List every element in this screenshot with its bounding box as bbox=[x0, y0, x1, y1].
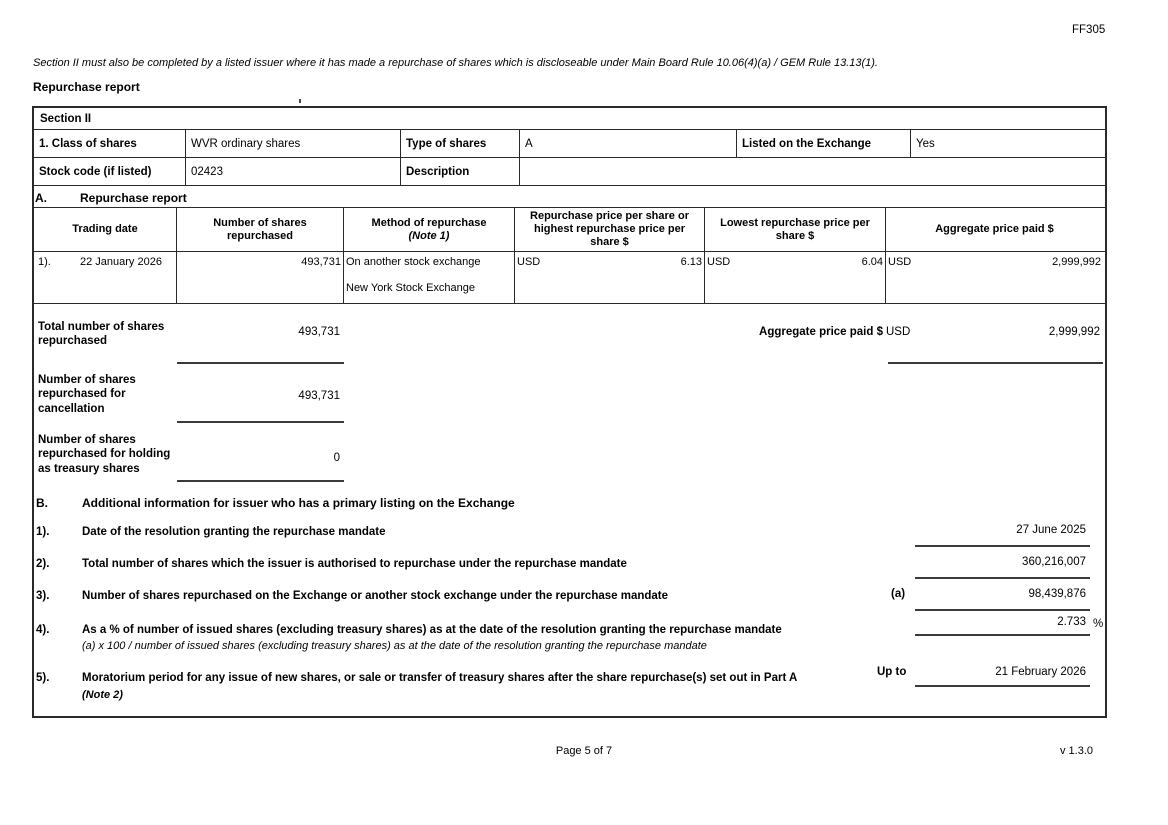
aggregate-paid-row bbox=[591, 326, 1100, 338]
trading-date-cell bbox=[34, 252, 177, 303]
repurchase-report-table bbox=[32, 106, 1107, 718]
aggregate-paid-label: Aggregate price paid $ bbox=[759, 326, 883, 338]
part-b-heading: Additional information for issuer who has a primary listing on the Exchange bbox=[82, 496, 515, 510]
part-a-heading: Repurchase report bbox=[80, 191, 187, 205]
class-of-shares-label: 1. Class of shares bbox=[34, 130, 186, 157]
item5-note: (Note 2) bbox=[82, 689, 123, 701]
aggregate-currency: USD bbox=[888, 256, 912, 268]
item3-text: Number of shares repurchased on the Exchange or another stock exchange under the repurchase mandate bbox=[82, 590, 669, 602]
total-shares-value: 493,731 bbox=[298, 326, 340, 338]
description-value bbox=[520, 158, 1103, 185]
item3-underline bbox=[915, 609, 1090, 611]
item1-number: 1). bbox=[36, 526, 50, 538]
item3-a-marker: (a) bbox=[891, 588, 906, 600]
low-price-currency: USD bbox=[707, 256, 731, 268]
high-price-currency: USD bbox=[517, 256, 541, 268]
item2-value: 360,216,007 bbox=[1022, 556, 1086, 568]
type-of-shares-label: Type of shares bbox=[401, 130, 520, 157]
item2-number: 2). bbox=[36, 558, 50, 570]
item1-underline bbox=[915, 545, 1090, 547]
cancellation-underline bbox=[177, 421, 344, 423]
part-b-letter: B. bbox=[36, 496, 48, 510]
item4-value: 2.733 bbox=[1057, 616, 1086, 628]
shares-repurchased-cell: 493,731 bbox=[177, 252, 344, 303]
col-price-high: Repurchase price per share or highest repurchase price per share $ bbox=[515, 208, 705, 251]
repurchase-table-header bbox=[34, 207, 1105, 252]
method-line1: On another stock exchange bbox=[346, 256, 481, 268]
listed-on-exchange-label: Listed on the Exchange bbox=[737, 130, 911, 157]
treasury-label: Number of shares repurchased for holding as treasury shares bbox=[38, 434, 171, 475]
item5-number: 5). bbox=[36, 672, 50, 684]
method-cell bbox=[344, 252, 515, 303]
aggregate-paid-value: 2,999,992 bbox=[1048, 326, 1100, 338]
stock-code-row bbox=[34, 158, 1105, 186]
total-shares-label: Total number of shares repurchased bbox=[38, 321, 165, 348]
class-of-shares-row bbox=[34, 130, 1105, 158]
item2-text: Total number of shares which the issuer is authorised to repurchase under the repurchase mandate bbox=[82, 558, 627, 570]
intro-note: Section II must also be completed by a listed issuer where it has made a repurchase of shares which is discloseable under Main Board Rule 10.06(4)(a) / GEM Rule 13.13(1). bbox=[33, 57, 878, 69]
low-price-value: 6.04 bbox=[861, 256, 883, 268]
class-of-shares-value: WVR ordinary shares bbox=[186, 130, 401, 157]
page-title: Repurchase report bbox=[33, 80, 140, 94]
item1-text: Date of the resolution granting the repurchase mandate bbox=[82, 526, 386, 538]
item1-value: 27 June 2025 bbox=[1016, 524, 1086, 536]
item3-value: 98,439,876 bbox=[1028, 588, 1086, 600]
col-method-title: Method of repurchase bbox=[371, 216, 487, 229]
spacer bbox=[910, 326, 1049, 338]
description-label: Description bbox=[401, 158, 520, 185]
item4-note: (a) x 100 / number of issued shares (excluding treasury shares) as at the date of the resolution granting the repurchase mandate bbox=[82, 640, 707, 652]
form-lower-area bbox=[34, 304, 1105, 716]
aggregate-value: 2,999,992 bbox=[1052, 256, 1101, 268]
treasury-underline bbox=[177, 480, 344, 482]
item5-underline bbox=[915, 685, 1090, 687]
high-price-value: 6.13 bbox=[680, 256, 702, 268]
col-method-note: (Note 1) bbox=[408, 229, 450, 242]
item4-number: 4). bbox=[36, 624, 50, 636]
treasury-value: 0 bbox=[333, 452, 340, 464]
item3-number: 3). bbox=[36, 590, 50, 602]
cancellation-value: 493,731 bbox=[298, 390, 340, 402]
version-label: v 1.3.0 bbox=[1060, 745, 1094, 757]
stock-code-value: 02423 bbox=[186, 158, 401, 185]
aggregate-paid-cell bbox=[886, 252, 1103, 303]
total-shares-underline bbox=[177, 362, 344, 364]
cancellation-label: Number of shares repurchased for cancellation bbox=[38, 374, 136, 415]
item4-underline bbox=[915, 634, 1090, 636]
col-number-of-shares: Number of shares repurchased bbox=[177, 208, 344, 251]
item2-underline bbox=[915, 577, 1090, 579]
trading-date-value: 22 January 2026 bbox=[80, 256, 162, 268]
aggregate-paid-currency: USD bbox=[886, 326, 911, 338]
stray-dot bbox=[299, 99, 301, 103]
method-line2: New York Stock Exchange bbox=[346, 282, 476, 294]
aggregate-paid-underline bbox=[888, 362, 1103, 364]
part-a-letter: A. bbox=[35, 191, 47, 205]
row-index: 1). bbox=[38, 256, 51, 268]
col-price-low: Lowest repurchase price per share $ bbox=[705, 208, 886, 251]
section-ii-header-row bbox=[34, 108, 1105, 130]
item5-text: Moratorium period for any issue of new shares, or sale or transfer of treasury shares after the share repurchase(s) set out in Part A bbox=[82, 672, 798, 684]
col-method bbox=[344, 208, 515, 251]
col-trading-date: Trading date bbox=[34, 208, 177, 251]
type-of-shares-value: A bbox=[520, 130, 737, 157]
stock-code-label: Stock code (if listed) bbox=[34, 158, 186, 185]
col-aggregate-paid: Aggregate price paid $ bbox=[935, 223, 1054, 236]
section-ii-label: Section II bbox=[40, 112, 92, 125]
repurchase-table-row bbox=[34, 252, 1105, 304]
page-number: Page 5 of 7 bbox=[555, 745, 613, 757]
form-code: FF305 bbox=[1072, 24, 1106, 36]
item4-text: As a % of number of issued shares (excluding treasury shares) as at the date of the resolution granting the repurchase mandate bbox=[82, 624, 782, 636]
part-a-heading-row bbox=[34, 186, 1105, 207]
high-price-cell bbox=[515, 252, 705, 303]
item5-upto-label: Up to bbox=[877, 666, 907, 678]
low-price-cell bbox=[705, 252, 886, 303]
listed-on-exchange-value: Yes bbox=[916, 137, 935, 150]
item5-value: 21 February 2026 bbox=[995, 666, 1086, 678]
item4-percent-sign: % bbox=[1093, 618, 1104, 630]
